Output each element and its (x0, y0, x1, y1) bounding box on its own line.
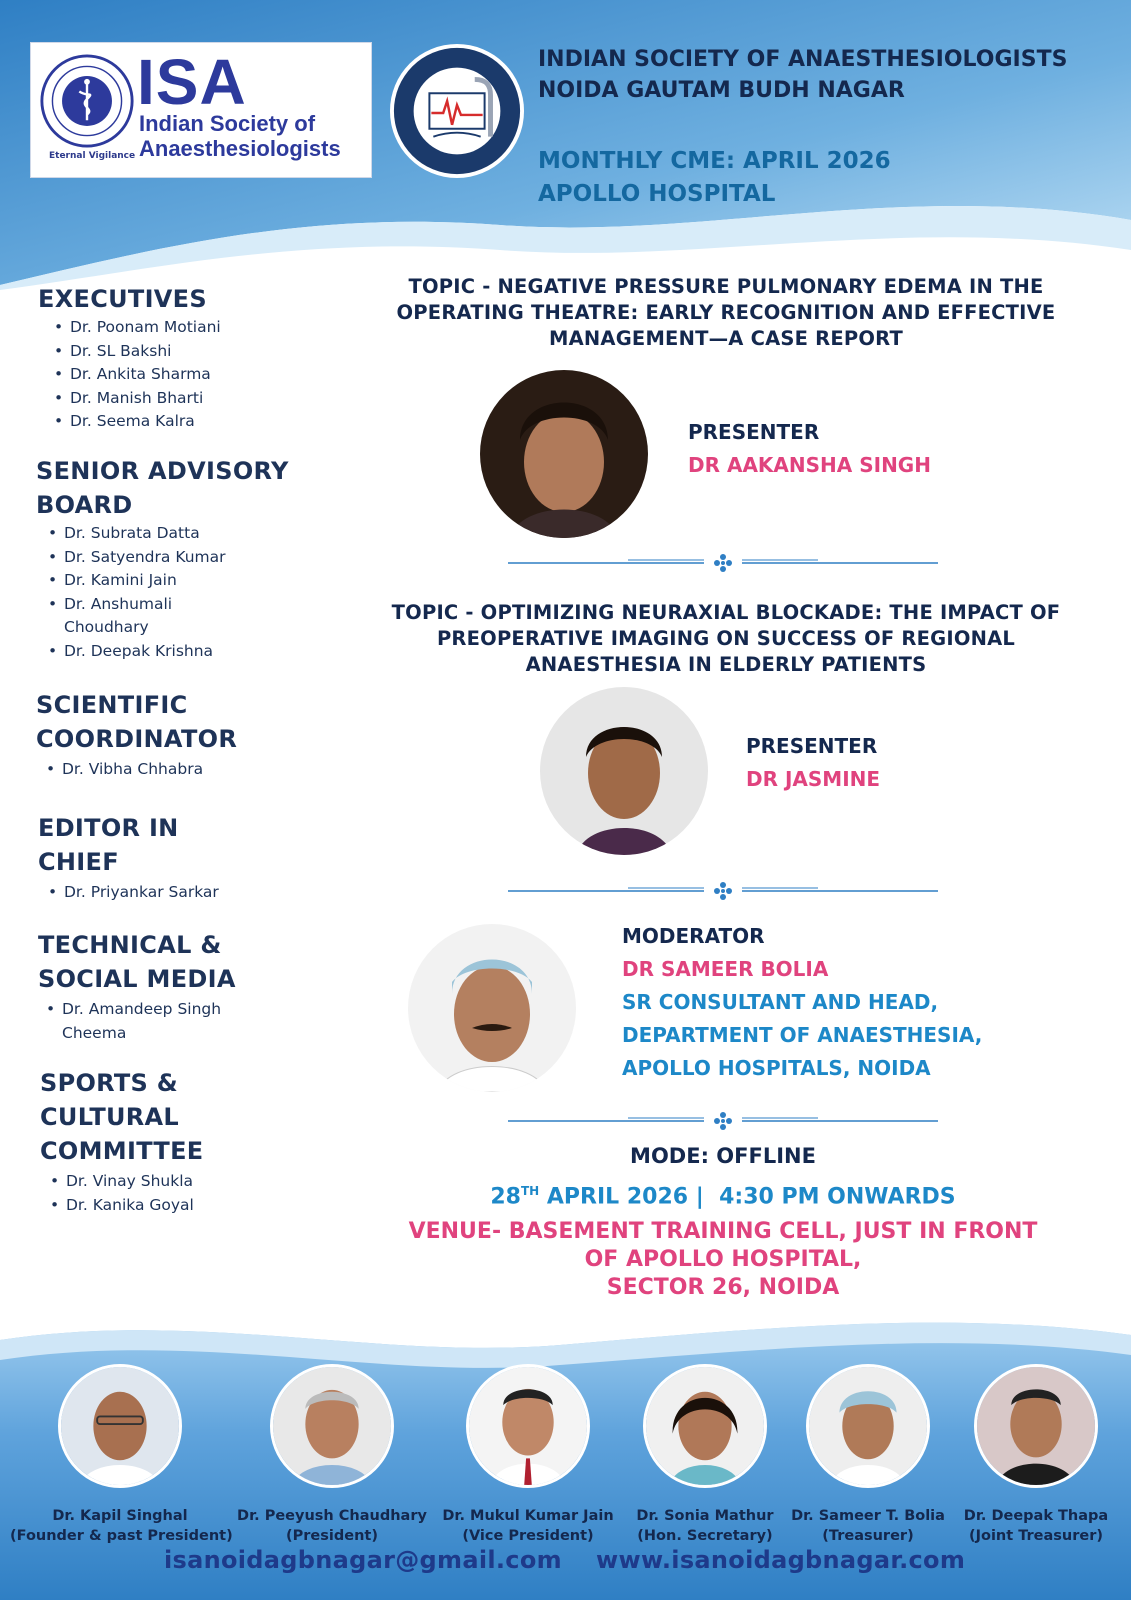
presenter-aakansha-photo (480, 370, 648, 538)
isa-logo (30, 42, 372, 178)
member-name: Dr. Sameer T. Bolia (791, 1508, 945, 1524)
member-role: (Joint Treasurer) (968, 1528, 1104, 1544)
sports-cultural-section (40, 1066, 340, 1217)
talk1-role: PRESENTER (688, 420, 820, 444)
talk2-presenter-name: DR JASMINE (746, 767, 881, 791)
scientific-coordinator-heading (36, 688, 336, 756)
editor-in-chief-section (38, 811, 338, 905)
isa-seal-icon (39, 53, 135, 149)
ornament-divider-3 (508, 1111, 938, 1131)
senior-advisory-list (48, 522, 258, 663)
executives-section (38, 282, 338, 434)
ornament-divider-1 (508, 553, 938, 573)
member-photo (974, 1364, 1098, 1488)
member-role: (Vice President) (462, 1528, 594, 1544)
scientific-coordinator-list (46, 758, 336, 782)
talk1-presenter-name: DR AAKANSHA SINGH (688, 453, 931, 477)
heading-line: EDITOR IN (38, 814, 179, 842)
list-item: • Dr. Satyendra Kumar (48, 546, 258, 570)
sports-cultural-heading (40, 1066, 340, 1168)
committee-member (926, 1364, 1131, 1546)
isa-subtitle-line-1: Indian Society of (139, 111, 316, 136)
event-datetime (380, 1184, 1066, 1209)
committee-member (10, 1364, 233, 1546)
list-item: • Dr. Seema Kalra (54, 410, 338, 434)
moderator-role: MODERATOR (622, 924, 765, 948)
list-item: • Dr. Poonam Motiani (54, 316, 338, 340)
technical-social-media-heading (38, 928, 338, 996)
cme-title (538, 145, 891, 211)
cme-line-2: APOLLO HOSPITAL (538, 181, 776, 207)
moderator-name: DR SAMEER BOLIA (622, 957, 829, 981)
list-item: • Dr. Subrata Datta (48, 522, 258, 546)
presenter-jasmine-photo (540, 687, 708, 855)
event-day: 28 (490, 1184, 521, 1210)
venue-line: OF APOLLO HOSPITAL, (584, 1247, 862, 1272)
executives-heading: EXECUTIVES (38, 285, 207, 313)
heading-line: TECHNICAL & (38, 931, 222, 959)
sports-cultural-list (50, 1170, 340, 1217)
website-link[interactable]: www.isanoidagbnagar.com (596, 1546, 966, 1574)
executives-list (54, 316, 338, 434)
committee-member (222, 1364, 442, 1546)
cme-line-1: MONTHLY CME: APRIL 2026 (538, 148, 891, 174)
member-photo (58, 1364, 182, 1488)
talk2-topic (366, 600, 1086, 678)
member-role: (Founder & past President) (10, 1528, 233, 1544)
senior-advisory-heading (36, 454, 336, 522)
heading-line: SPORTS & (40, 1069, 179, 1097)
member-name: Dr. Mukul Kumar Jain (442, 1508, 614, 1524)
list-item: • Dr. Ankita Sharma (54, 363, 338, 387)
member-name: Dr. Kapil Singhal (52, 1508, 188, 1524)
moderator-photo (408, 924, 576, 1092)
topic-line: ANAESTHESIA IN ELDERLY PATIENTS (525, 653, 927, 676)
topic-line: TOPIC - OPTIMIZING NEURAXIAL BLOCKADE: THE IMPACT OF (391, 601, 1061, 624)
event-venue (380, 1218, 1066, 1302)
list-item: • Dr. Kanika Goyal (50, 1194, 340, 1218)
topic-line: OPERATING THEATRE: EARLY RECOGNITION AND EFFECTIVE (396, 301, 1056, 324)
isa-subtitle-line-2: Anaesthesiologists (139, 136, 341, 161)
ornament-divider-2 (508, 881, 938, 901)
heading-line: COORDINATOR (36, 725, 238, 753)
org-line-2: NOIDA GAUTAM BUDH NAGAR (538, 78, 905, 103)
list-item: • Dr. Deepak Krishna (48, 640, 258, 664)
moderator-info (622, 920, 982, 1085)
scientific-coordinator-section (36, 688, 336, 782)
list-item: • Dr. Vinay Shukla (50, 1170, 340, 1194)
member-photo (270, 1364, 394, 1488)
noida-branch-seal-icon (388, 42, 526, 180)
heading-line: SCIENTIFIC (36, 691, 188, 719)
isa-motto: Eternal Vigilance (49, 151, 136, 161)
moderator-detail: SR CONSULTANT AND HEAD, (622, 990, 939, 1014)
organization-title (538, 44, 1067, 106)
topic-line: PREOPERATIVE IMAGING ON SUCCESS OF REGIONAL (436, 627, 1016, 650)
technical-social-media-list (46, 998, 256, 1045)
list-item: • Dr. SL Bakshi (54, 340, 338, 364)
venue-line: SECTOR 26, NOIDA (606, 1275, 840, 1300)
list-item: • Dr. Vibha Chhabra (46, 758, 336, 782)
isa-logo-subtitle (139, 111, 341, 161)
heading-line: CHIEF (38, 848, 119, 876)
list-item: • Dr. Manish Bharti (54, 387, 338, 411)
editor-in-chief-list (48, 881, 338, 905)
heading-line: COMMITTEE (40, 1137, 204, 1165)
topic-line: TOPIC - NEGATIVE PRESSURE PULMONARY EDEMA IN THE (408, 275, 1044, 298)
talk2-role: PRESENTER (746, 734, 878, 758)
list-item: • Dr. Amandeep Singh Cheema (46, 998, 256, 1045)
isa-logo-text: ISA (137, 46, 247, 118)
heading-line: SOCIAL MEDIA (38, 965, 236, 993)
list-item: • Dr. Priyankar Sarkar (48, 881, 338, 905)
talk1-topic (366, 274, 1086, 352)
topic-line: MANAGEMENT—A CASE REPORT (549, 327, 903, 350)
member-name: Dr. Peeyush Chaudhary (237, 1508, 427, 1524)
list-item: • Dr. Anshumali Choudhary (48, 593, 258, 640)
member-role: (President) (286, 1528, 378, 1544)
member-role: (Hon. Secretary) (637, 1528, 773, 1544)
moderator-detail: DEPARTMENT OF ANAESTHESIA, (622, 1023, 983, 1047)
org-line-1: INDIAN SOCIETY OF ANAESTHESIOLOGISTS (538, 47, 1068, 72)
member-photo (643, 1364, 767, 1488)
senior-advisory-section (36, 454, 336, 663)
member-name: Dr. Sonia Mathur (636, 1508, 774, 1524)
event-day-suffix: TH (521, 1184, 540, 1198)
editor-in-chief-heading (38, 811, 338, 879)
heading-line: SENIOR ADVISORY (36, 457, 289, 485)
member-photo (466, 1364, 590, 1488)
venue-line: VENUE- BASEMENT TRAINING CELL, JUST IN FRONT (408, 1219, 1038, 1244)
member-role: (Treasurer) (822, 1528, 914, 1544)
event-datetime-rest: APRIL 2026 | 4:30 PM ONWARDS (539, 1184, 956, 1210)
heading-line: CULTURAL (40, 1103, 180, 1131)
member-photo (806, 1364, 930, 1488)
list-item: • Dr. Kamini Jain (48, 569, 258, 593)
heading-line: BOARD (36, 491, 133, 519)
moderator-detail: APOLLO HOSPITALS, NOIDA (622, 1056, 931, 1080)
member-name: Dr. Deepak Thapa (963, 1508, 1109, 1524)
event-mode: MODE: OFFLINE (630, 1144, 816, 1168)
email-link[interactable]: isanoidagbnagar@gmail.com (164, 1546, 562, 1574)
technical-social-media-section (38, 928, 338, 1045)
